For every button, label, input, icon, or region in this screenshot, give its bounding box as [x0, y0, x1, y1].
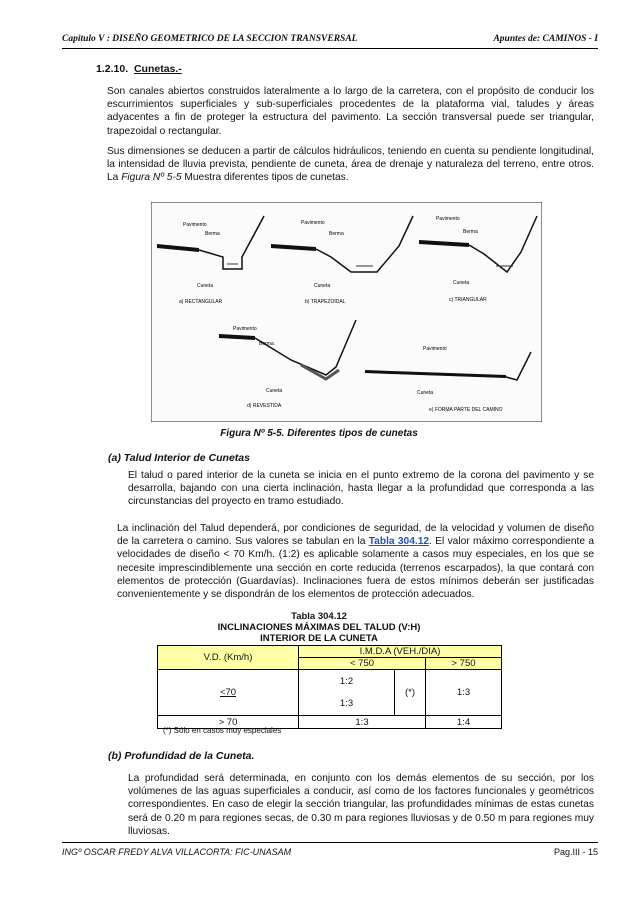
subheading-profundidad: (b) Profundidad de la Cuneta.: [108, 750, 255, 762]
label-berma-d: Berma: [259, 341, 274, 347]
panel-label-a: a) RECTANGULAR: [179, 299, 223, 305]
panel-label-e: e) FORMA PARTE DEL CAMINO: [429, 407, 503, 413]
cell-gt750-gt70: 1:4: [426, 716, 502, 729]
label-pavimento-b: Pavimento: [301, 220, 325, 226]
table-title: Tabla 304.12: [291, 611, 347, 622]
cell-vd-gt70: > 70: [158, 716, 299, 729]
cell-note: (*): [395, 670, 426, 716]
subheading-talud: (a) Talud Interior de Cunetas: [108, 452, 250, 464]
page-number: Pag.III - 15: [553, 847, 598, 857]
header-vd: V.D. (Km/h): [158, 646, 299, 670]
table-footnote: (*) Sólo en casos muy especiales: [163, 726, 282, 735]
figure-reference: Figura Nº 5-5: [121, 172, 182, 184]
inclinaciones-table: [157, 645, 502, 729]
label-pavimento-d: Pavimento: [233, 326, 257, 332]
label-cuneta-e: Cuneta: [417, 390, 434, 396]
header-chapter: Capitulo V : DISEÑO GEOMETRICO DE LA SECCION TRANSVERSAL: [62, 34, 358, 44]
label-pavimento-e: Pavimento: [423, 346, 447, 352]
paragraph-talud: El talud o pared interior de la cuneta se inicia en el punto extremo de la corona del pavimento y se desarrolla, bajando con una cierta inclinación, hasta llegar a la profundidad que corresponda a las circunstancias del proyecto en tramo estudiado.: [128, 470, 594, 508]
label-berma-c: Berma: [463, 229, 478, 235]
paragraph-dimensions: Sus dimensiones se deducen a partir de cálculos hidráulicos, teniendo en cuenta su pendiente longitudinal, la intensidad de lluvia prevista, pendiente de cuneta, área de drenaje y naturaleza del terreno, entre otros. La Figura Nº 5-5 Muestra diferentes tipos de cunetas.: [107, 146, 594, 184]
label-cuneta-c: Cuneta: [453, 280, 470, 286]
label-berma-a: Berma: [205, 231, 220, 237]
cell-lt750-gt70: 1:3: [299, 716, 426, 729]
label-cuneta-a: Cuneta: [197, 283, 214, 289]
header-lt750: < 750: [299, 658, 426, 670]
tabla-link[interactable]: Tabla 304.12: [368, 536, 430, 548]
header-course: Apuntes de: CAMINOS - I: [493, 34, 598, 44]
panel-label-b: b) TRAPEZOIDAL: [305, 299, 346, 305]
panel-label-c: c) TRIANGULAR: [449, 297, 487, 303]
label-pavimento-c: Pavimento: [436, 216, 460, 222]
header-imda: I.M.D.A (VEH./DIA): [299, 646, 502, 658]
cell-lt750-lt70: 1:2 1:3: [299, 670, 395, 716]
figure-cuneta-types: [151, 202, 542, 422]
figure-caption: Figura Nº 5-5. Diferentes tipos de cunetas: [220, 428, 418, 439]
cell-gt750-lt70: 1:3: [426, 670, 502, 716]
page-footer: [62, 842, 598, 857]
paragraph-inclinacion: La inclinación del Talud dependerá, por condiciones de seguridad, de la velocidad y volumen de diseño de la carretera o camino. Sus valores se tabulan en la Tabla 304.12. El valor máximo correspondiente a velocidades de diseño < 70 Km/h. (1:2) es aplicable solamente a casos muy especiales, en los que se necesite imprescindiblemente una sección en corte reducida (terrenos escarpados), la que contará con elementos de protección (Guardavías). Inclinaciones fuera de estos mínimos deberán ser justificadas convenientemente y se dispondrán de los elementos de protección adecuados.: [117, 523, 594, 601]
label-pavimento-a: Pavimento: [183, 222, 207, 228]
table-subtitle-1: INCLINACIONES MÁXIMAS DEL TALUD (V:H): [217, 622, 421, 633]
footer-author: INGº OSCAR FREDY ALVA VILLACORTA: FIC-UNASAM: [62, 847, 292, 857]
label-berma-b: Berma: [329, 231, 344, 237]
paragraph-definition: Son canales abiertos construidos lateralmente a lo largo de la carretera, con el propósito de conducir los escurrimientos superficiales y sub-superficiales procedentes de la plataforma vial, taludes y áreas adyacentes a fin de proteger la estructura del pavimento. La sección transversal puede ser triangular, trapezoidal o rectangular.: [107, 86, 594, 137]
header-gt750: > 750: [426, 658, 502, 670]
label-cuneta-b: Cuneta: [314, 283, 331, 289]
section-title: Cunetas.-: [133, 63, 182, 75]
section-heading: 1.2.10. Cunetas.-: [96, 63, 182, 75]
panel-label-d: d) REVESTIDA: [247, 403, 282, 409]
page-header: [62, 34, 598, 49]
cell-vd-lt70: <70: [158, 670, 299, 716]
label-cuneta-d: Cuneta: [266, 388, 283, 394]
table-subtitle-2: INTERIOR DE LA CUNETA: [260, 633, 378, 644]
paragraph-profundidad: La profundidad será determinada, en conjunto con los demás elementos de su sección, por los volúmenes de las aguas superficiales a conducir, así como de los factores funcionales y geométricos correspondientes. En caso de elegir la sección triangular, las profundidades mínimas de estas cunetas será de 0.20 m para regiones secas, de 0.30 m para regiones lluviosas y de 0.50 m para regiones muy lluviosas.: [128, 773, 594, 837]
